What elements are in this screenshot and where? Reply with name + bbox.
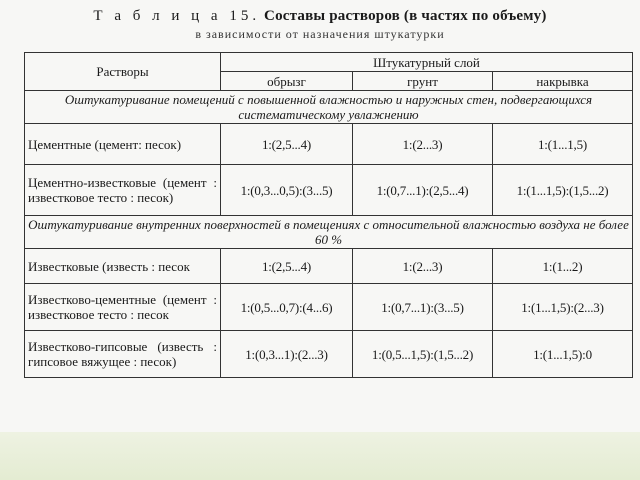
header-col-finish: накрывка <box>493 72 633 91</box>
table-row <box>25 165 633 216</box>
table-row <box>25 249 633 284</box>
table-row <box>25 331 633 378</box>
row-value-primer: 1:(0,7...1):(2,5...4) <box>353 165 493 216</box>
table-title-prefix: Т а б л и ц а 15. <box>93 8 261 24</box>
row-value-spray: 1:(2,5...4) <box>221 249 353 284</box>
row-value-spray: 1:(2,5...4) <box>221 124 353 165</box>
mortar-composition-table <box>24 52 633 378</box>
section-caption: Оштукатуривание помещений с повышенной влажностью и наружных стен, подвергающихся систематическому увлажнению <box>25 91 633 124</box>
table-header-row <box>25 53 633 72</box>
row-value-primer: 1:(2...3) <box>353 124 493 165</box>
row-value-spray: 1:(0,5...0,7):(4...6) <box>221 284 353 331</box>
row-mortar-name: Известково-гипсовые (известь : гипсовое вяжущее : песок) <box>25 331 221 378</box>
table-row <box>25 124 633 165</box>
row-value-primer: 1:(0,5...1,5):(1,5...2) <box>353 331 493 378</box>
table-title-main: Составы растворов (в частях по объему) <box>264 8 547 24</box>
table-row <box>25 284 633 331</box>
row-value-finish: 1:(1...2) <box>493 249 633 284</box>
row-mortar-name: Известково-цементные (цемент : известковое тесто : песок <box>25 284 221 331</box>
row-value-primer: 1:(2...3) <box>353 249 493 284</box>
header-col-primer: грунт <box>353 72 493 91</box>
slide-bottom-band <box>0 432 640 480</box>
row-value-finish: 1:(1...1,5):(2...3) <box>493 284 633 331</box>
row-value-finish: 1:(1...1,5) <box>493 124 633 165</box>
section-caption: Оштукатуривание внутренних поверхностей в помещениях с относительной влажностью воздуха не более 60 % <box>25 216 633 249</box>
row-value-finish: 1:(1...1,5):(1,5...2) <box>493 165 633 216</box>
row-value-finish: 1:(1...1,5):0 <box>493 331 633 378</box>
row-mortar-name: Цементные (цемент: песок) <box>25 124 221 165</box>
header-col-spray: обрызг <box>221 72 353 91</box>
header-plaster-layer: Штукатурный слой <box>221 53 633 72</box>
row-value-spray: 1:(0,3...0,5):(3...5) <box>221 165 353 216</box>
row-mortar-name: Цементно-известковые (цемент : известковое тесто : песок) <box>25 165 221 216</box>
section-caption-row <box>25 91 633 124</box>
table-subtitle: в зависимости от назначения штукатурки <box>195 27 445 41</box>
section-caption-row <box>25 216 633 249</box>
row-value-primer: 1:(0,7...1):(3...5) <box>353 284 493 331</box>
row-mortar-name: Известковые (известь : песок <box>25 249 221 284</box>
table-title <box>0 8 640 25</box>
row-value-spray: 1:(0,3...1):(2...3) <box>221 331 353 378</box>
header-mortars: Растворы <box>25 53 221 91</box>
